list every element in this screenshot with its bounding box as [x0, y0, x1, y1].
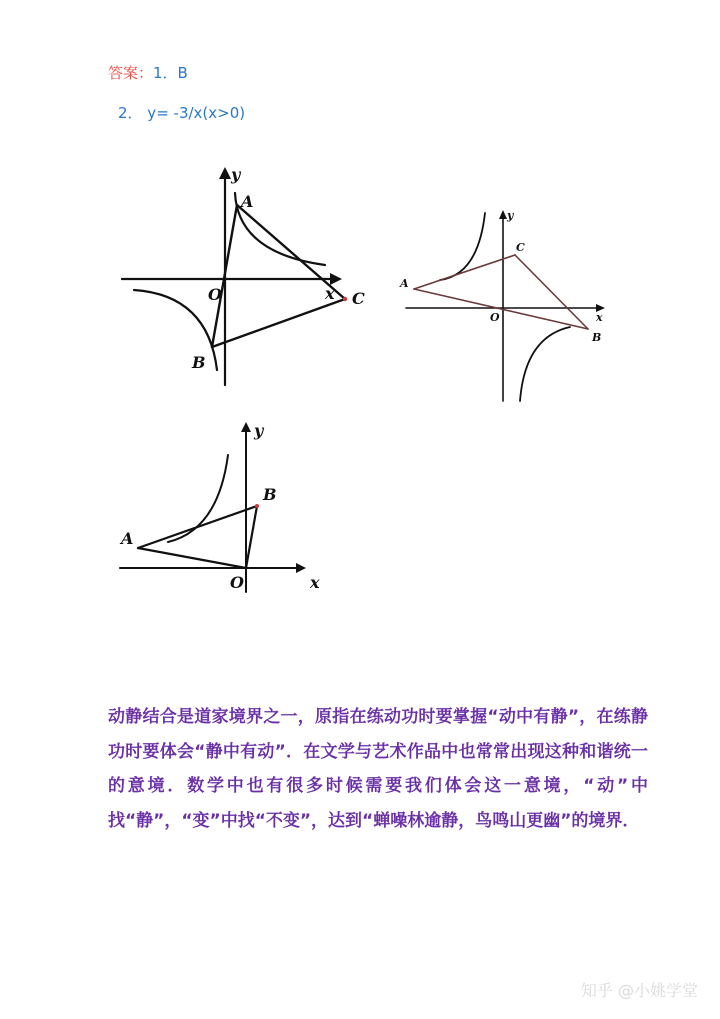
label-B: B	[592, 331, 602, 344]
label-x: x	[596, 311, 603, 324]
label-O: O	[490, 311, 500, 324]
label-A: A	[241, 192, 254, 211]
label-B: B	[192, 353, 206, 372]
label-O: O	[208, 285, 222, 304]
curve-upper	[440, 213, 485, 280]
answer-label: 答案：	[108, 64, 154, 82]
answer-1: 1．B	[153, 64, 188, 82]
label-C: C	[352, 289, 365, 308]
label-y: y	[254, 421, 264, 440]
label-B: B	[263, 485, 277, 504]
label-y: y	[231, 165, 241, 184]
figure-2	[400, 205, 610, 405]
label-A: A	[121, 529, 134, 548]
y-axis-arrow	[241, 422, 251, 432]
label-x: x	[310, 573, 320, 592]
curve-lower	[520, 327, 570, 401]
label-O: O	[230, 573, 244, 592]
label-C: C	[516, 241, 525, 254]
watermark: 知乎 @小姚学堂	[580, 981, 698, 1000]
answer-line-1	[108, 62, 188, 83]
answer-line-2: 2． y= -3/x(x>0)	[118, 104, 246, 122]
figure-1	[120, 165, 375, 390]
figure-3	[118, 420, 328, 595]
label-x: x	[325, 284, 335, 303]
label-y: y	[507, 209, 514, 222]
x-axis-arrow	[296, 563, 306, 573]
passage: 动静结合是道家境界之一，原指在练动功时要掌握“动中有静”，在练静功时要体会“静中有动”．在文学与艺术作品中也常常出现这种和谐统一的意境．数学中也有很多时候需要我们体会这一意境，“动”中找“静”，“变”中找“不变”，达到“蝉噪林逾静，鸟鸣山更幽”的境界．	[108, 707, 648, 831]
y-axis-arrow	[219, 167, 231, 179]
y-axis-arrow	[499, 210, 507, 219]
curve-upper	[168, 455, 228, 542]
label-A: A	[400, 277, 409, 290]
